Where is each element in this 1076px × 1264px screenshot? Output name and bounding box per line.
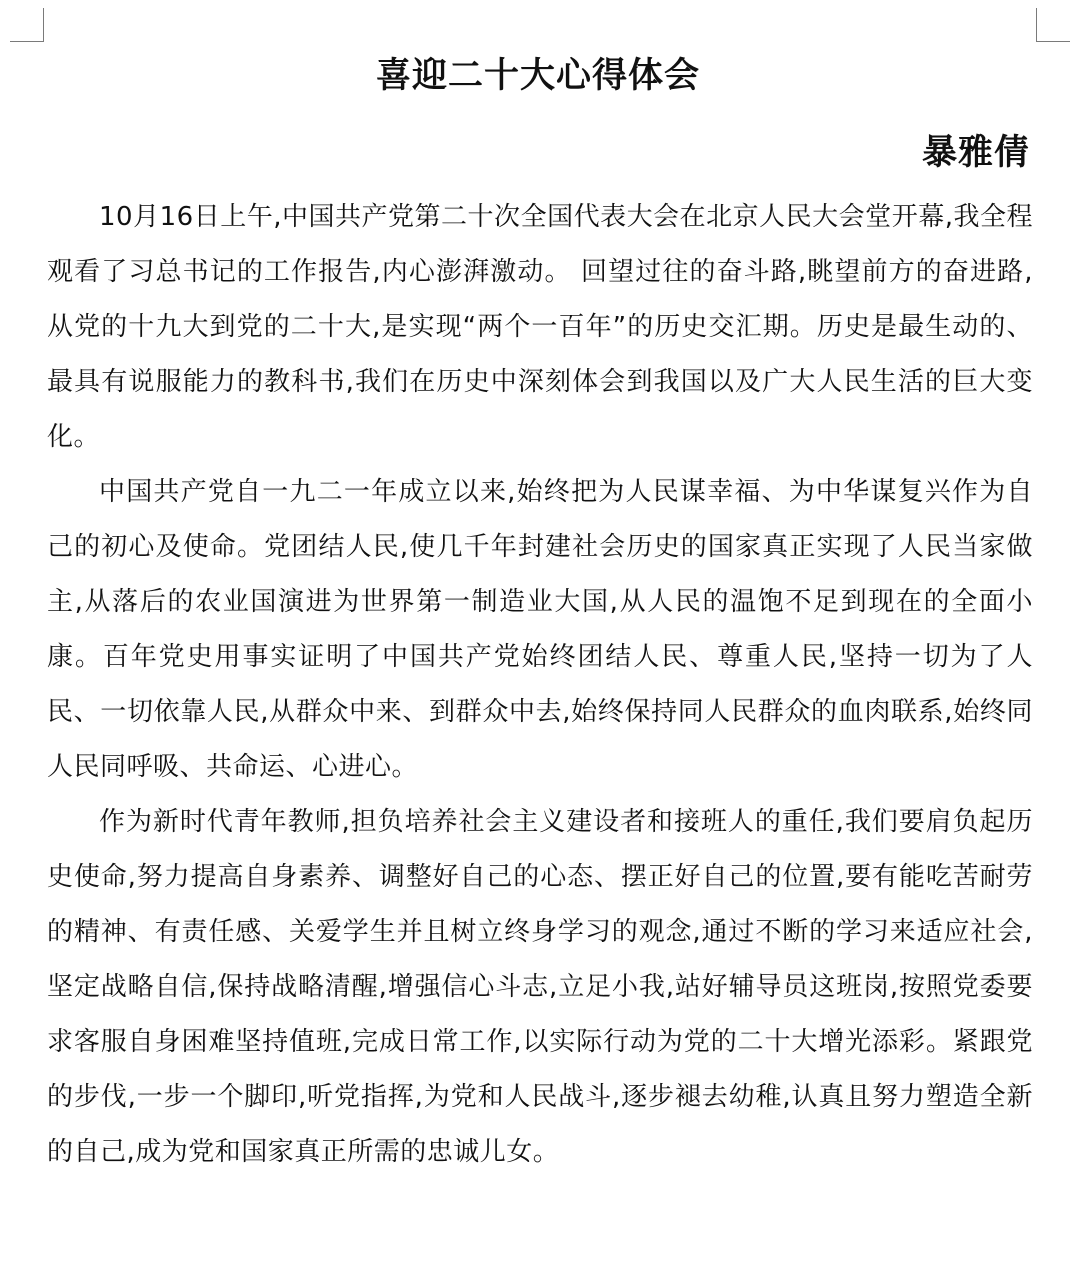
document-author: 暴雅倩 (921, 133, 1030, 173)
page-corner-mark-top-left (10, 8, 44, 42)
paragraph-2: 中国共产党自一九二一年成立以来,始终把为人民谋幸福、为中华谋复兴作为自己的初心及使命。党团结人民,使几千年封建社会历史的国家真正实现了人民当家做主,从落后的农业国演进为世界第一制造业大国,从人民的温饱不足到现在的全面小康。百年党史用事实证明了中国共产党始终团结人民、尊重人民,坚持一切为了人民、一切依靠人民,从群众中来、到群众中去,始终保持同人民群众的血肉联系,始终同人民同呼吸、共命运、心进心。 (47, 477, 1033, 782)
paragraph-1: 10月16日上午,中国共产党第二十次全国代表大会在北京人民大会堂开幕,我全程观看了习总书记的工作报告,内心澎湃激动。 回望过往的奋斗路,眺望前方的奋进路,从党的十九大到党的二十大,是实现“两个一百年”的历史交汇期。历史是最生动的、最具有说服能力的教科书,我们在历史中深刻体会到我国以及广大人民生活的巨大变化。 (47, 202, 1033, 452)
paragraph-3: 作为新时代青年教师,担负培养社会主义建设者和接班人的重任,我们要肩负起历史使命,努力提高自身素养、调整好自己的心态、摆正好自己的位置,要有能吃苦耐劳的精神、有责任感、关爱学生并且树立终身学习的观念,通过不断的学习来适应社会,坚定战略自信,保持战略清醒,增强信心斗志,立足小我,站好辅导员这班岗,按照党委要求客服自身困难坚持值班,完成日常工作,以实际行动为党的二十大增光添彩。紧跟党的步伐,一步一个脚印,听党指挥,为党和人民战斗,逐步褪去幼稚,认真且努力塑造全新的自己,成为党和国家真正所需的忠诚儿女。 (47, 807, 1033, 1167)
page-corner-mark-top-right (1036, 8, 1070, 42)
document-title: 喜迎二十大心得体会 (375, 56, 700, 96)
document-body (47, 190, 1033, 1180)
